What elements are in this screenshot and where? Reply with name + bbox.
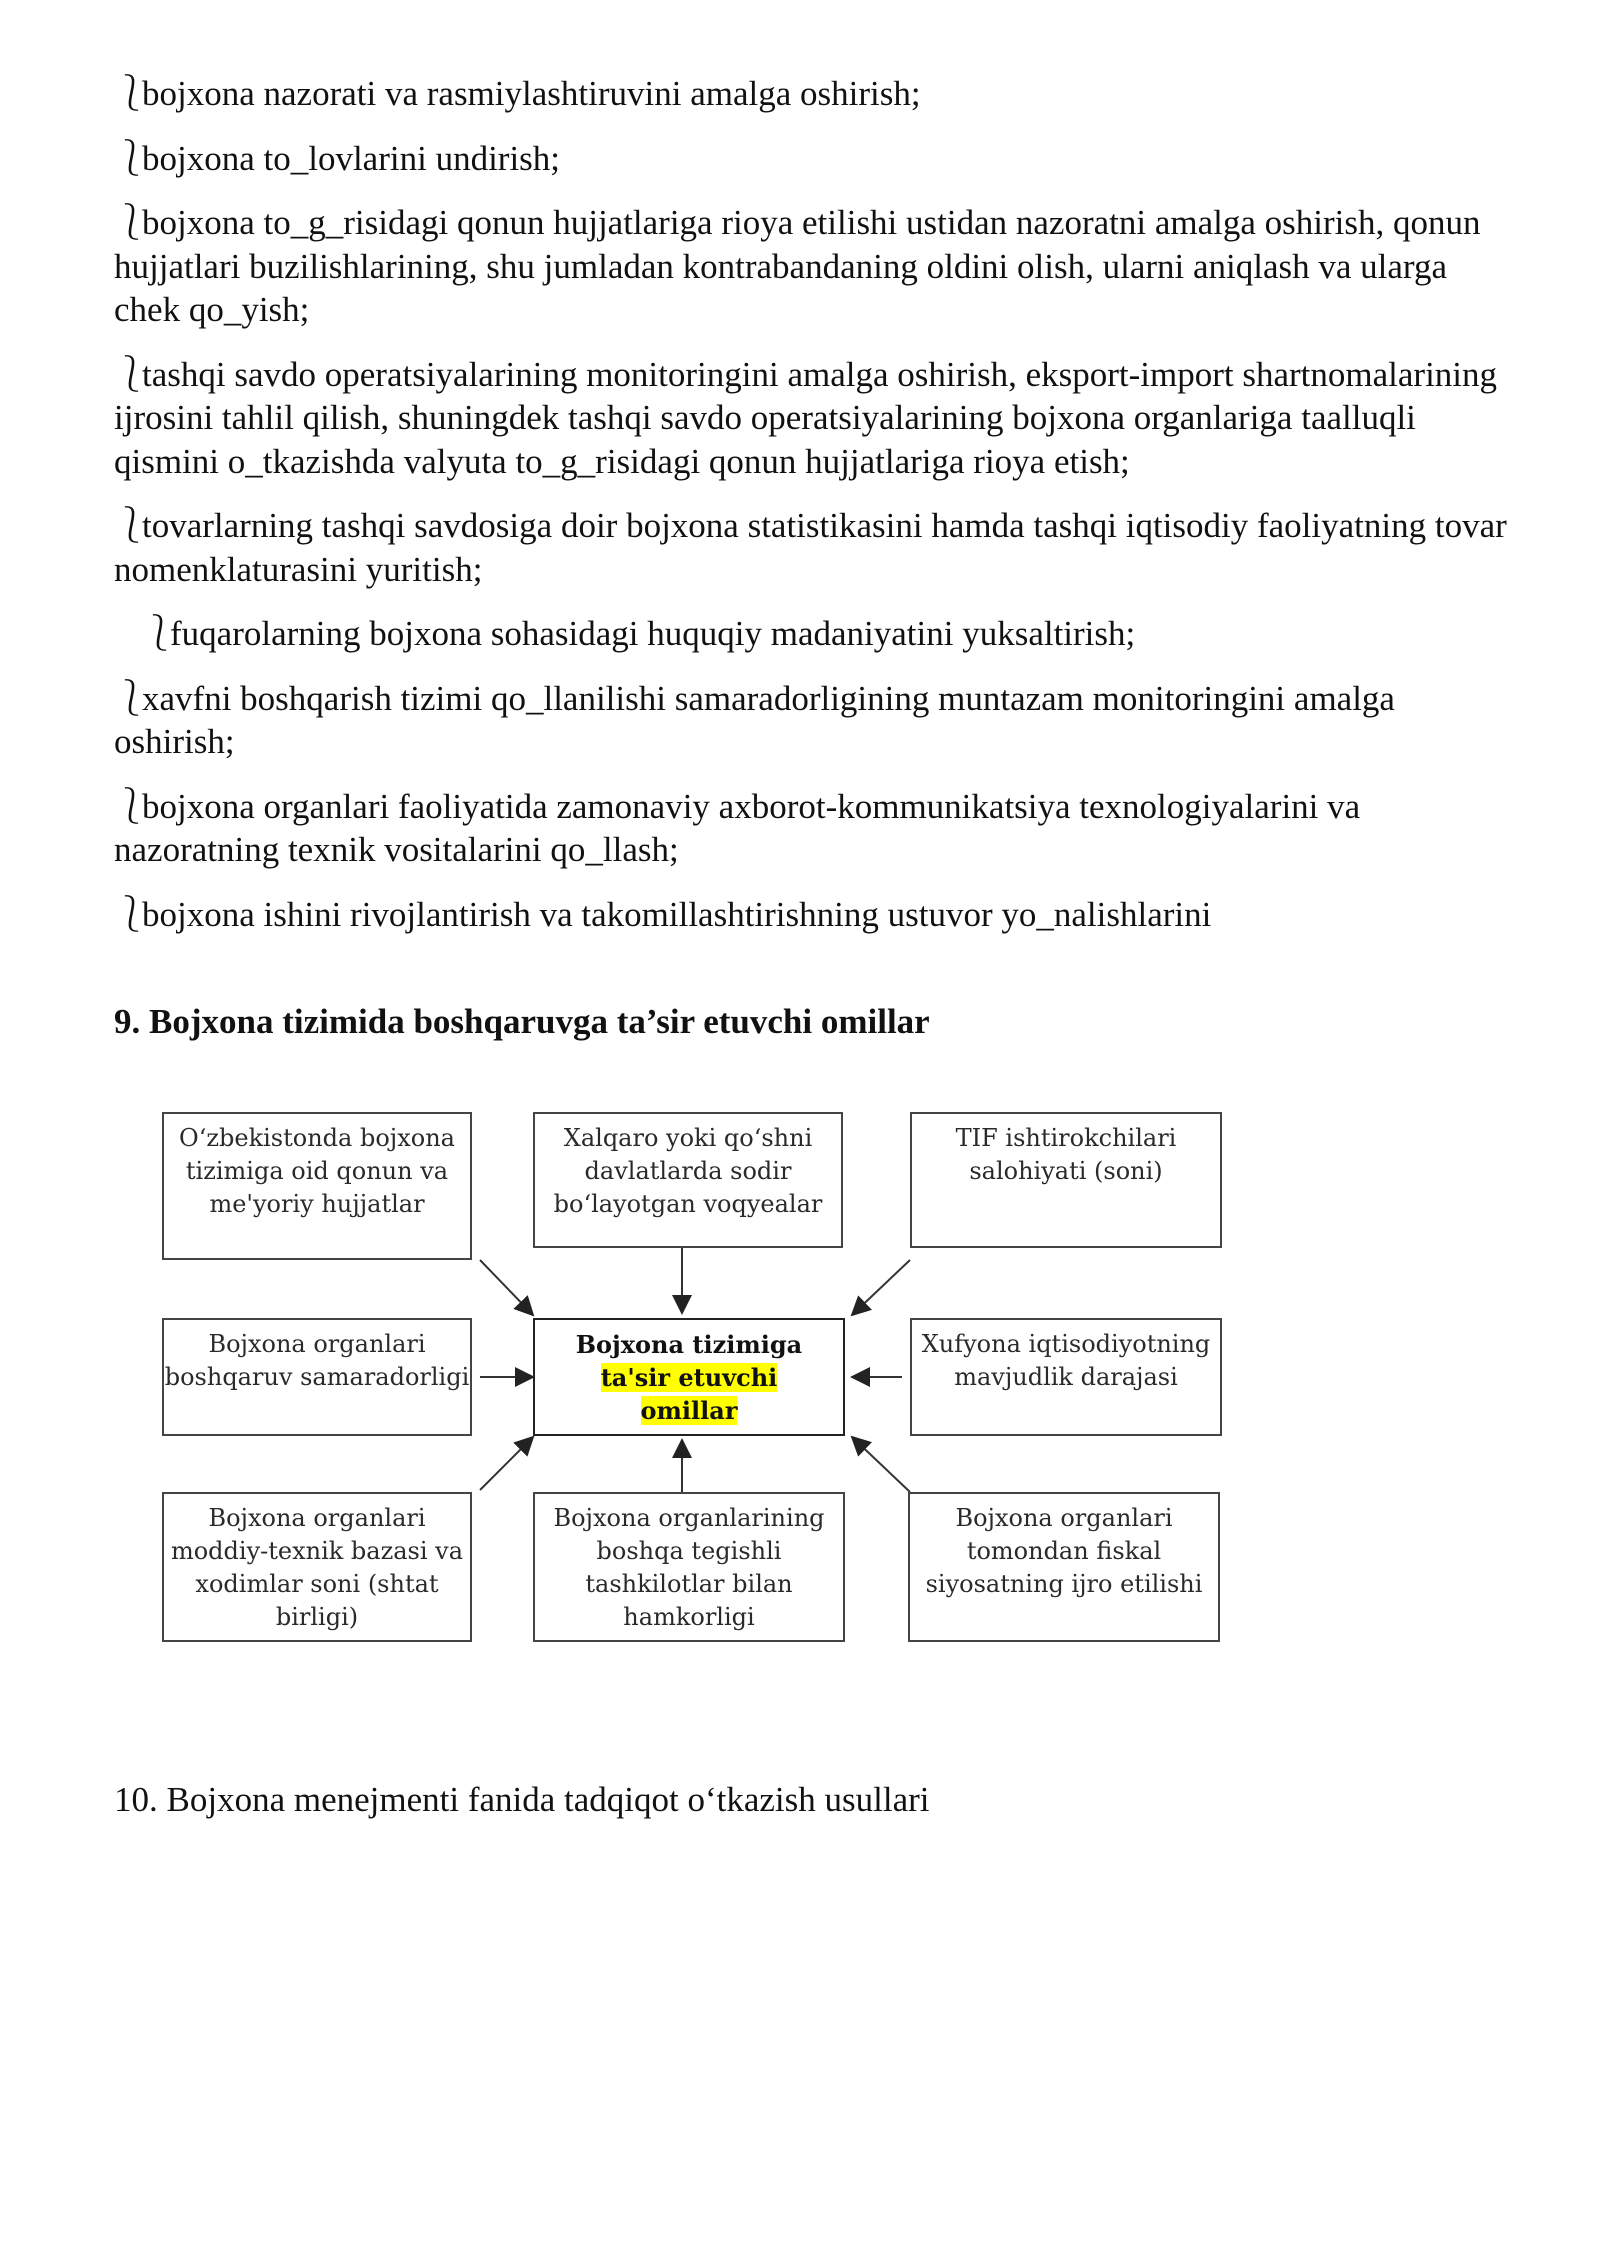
bullet-marker: ⎱ <box>142 614 178 653</box>
center-line-2: ta'sir etuvchi <box>600 1363 778 1392</box>
arrow-top-left <box>480 1260 533 1315</box>
bullet-marker: ⎱ <box>114 506 150 545</box>
box-text: Xufyona iqtisodiyotning mavjudlik darajasi <box>921 1330 1211 1391</box>
list-item <box>114 677 1514 764</box>
factor-box-material-base <box>162 1492 472 1642</box>
list-item <box>114 137 1514 181</box>
factor-box-legislation <box>162 1112 472 1260</box>
list-item-text: bojxona to_g_risidagi qonun hujjatlariga rioya etilishi ustidan nazoratni amalga oshirish, qonun hujjatlari buzilishlarining, shu jumladan kontrabandaning oldini olish, ularni aniqlash va ularga chek qo_yish; <box>114 203 1481 329</box>
box-text: TIF ishtirokchilari salohiyati (soni) <box>955 1124 1177 1185</box>
box-text: Xalqaro yoki qo‘shni davlatlarda sodir bo‘layotgan voqyealar <box>553 1124 823 1218</box>
box-text: Bojxona organlari tomondan fiskal siyosatning ijro etilishi <box>925 1504 1203 1598</box>
bullet-marker: ⎱ <box>114 786 150 826</box>
list-item <box>114 201 1514 332</box>
list-item <box>114 353 1514 484</box>
bullet-marker: ⎱ <box>114 203 150 242</box>
list-item-text: bojxona to_lovlarini undirish; <box>142 138 561 178</box>
factor-box-management-efficiency <box>162 1318 472 1436</box>
arrow-bottom-right <box>852 1437 910 1492</box>
next-section-title: 10. Bojxona menejmenti fanida tadqiqot o‘tkazish usullari <box>114 1780 930 1819</box>
bullet-list <box>114 72 1514 957</box>
box-text: Bojxona organlarining boshqa tegishli tashkilotlar bilan hamkorligi <box>553 1504 825 1631</box>
list-item-text: tovarlarning tashqi savdosiga doir bojxona statistikasini hamda tashqi iqtisodiy faoliyatning tovar nomenklaturasini yuritish; <box>114 506 1507 589</box>
section-heading: 9. Bojxona tizimida boshqaruvga ta’sir etuvchi omillar <box>114 1002 930 1041</box>
factor-box-cooperation <box>533 1492 845 1642</box>
arrow-bottom-left <box>480 1437 533 1490</box>
list-item-text: xavfni boshqarish tizimi qo_llanilishi samaradorligining muntazam monitoringini amalga oshirish; <box>114 678 1395 761</box>
list-item <box>114 504 1514 591</box>
factor-box-shadow-economy <box>910 1318 1222 1436</box>
arrow-top-right <box>852 1260 910 1315</box>
bullet-marker: ⎱ <box>114 74 150 113</box>
box-text: Bojxona organlari boshqaruv samaradorligi <box>164 1330 470 1391</box>
central-factor-box <box>533 1318 845 1436</box>
list-item-text: tashqi savdo operatsiyalarining monitoringini amalga oshirish, eksport-import shartnomalarining ijrosini tahlil qilish, shuningdek tashqi savdo operatsiyalarining bojxona organlariga taalluqli qismini o_tkazishda valyuta to_g_risidagi qonun hujjatlariga rioya etish; <box>114 354 1498 481</box>
factor-box-tif-participants <box>910 1112 1222 1248</box>
list-item <box>114 785 1514 872</box>
box-text: Bojxona organlari moddiy-texnik bazasi va xodimlar soni (shtat birligi) <box>170 1504 464 1631</box>
center-line-1: Bojxona tizimiga <box>575 1330 803 1359</box>
factor-box-fiscal-policy <box>908 1492 1220 1642</box>
bullet-marker: ⎱ <box>114 354 150 394</box>
bullet-marker: ⎱ <box>114 678 150 718</box>
list-item-text: fuqarolarning bojxona sohasidagi huquqiy madaniyatini yuksaltirish; <box>170 614 1136 653</box>
box-text: O‘zbekistonda bojxona tizimiga oid qonun va me'yoriy hujjatlar <box>179 1124 455 1218</box>
list-item-text: bojxona ishini rivojlantirish va takomillashtirishning ustuvor yo_nalishlarini <box>142 894 1212 934</box>
center-line-3: omillar <box>640 1396 738 1425</box>
list-item-text: bojxona nazorati va rasmiylashtiruvini amalga oshirish; <box>142 74 921 113</box>
list-item <box>114 893 1514 937</box>
list-item <box>114 612 1514 656</box>
factor-box-international-events <box>533 1112 843 1248</box>
bullet-marker: ⎱ <box>114 894 150 934</box>
list-item-text: bojxona organlari faoliyatida zamonaviy axborot-kommunikatsiya texnologiyalarini va nazoratning texnik vositalarini qo_llash; <box>114 786 1361 869</box>
list-item <box>114 72 1514 116</box>
bullet-marker: ⎱ <box>114 138 150 178</box>
